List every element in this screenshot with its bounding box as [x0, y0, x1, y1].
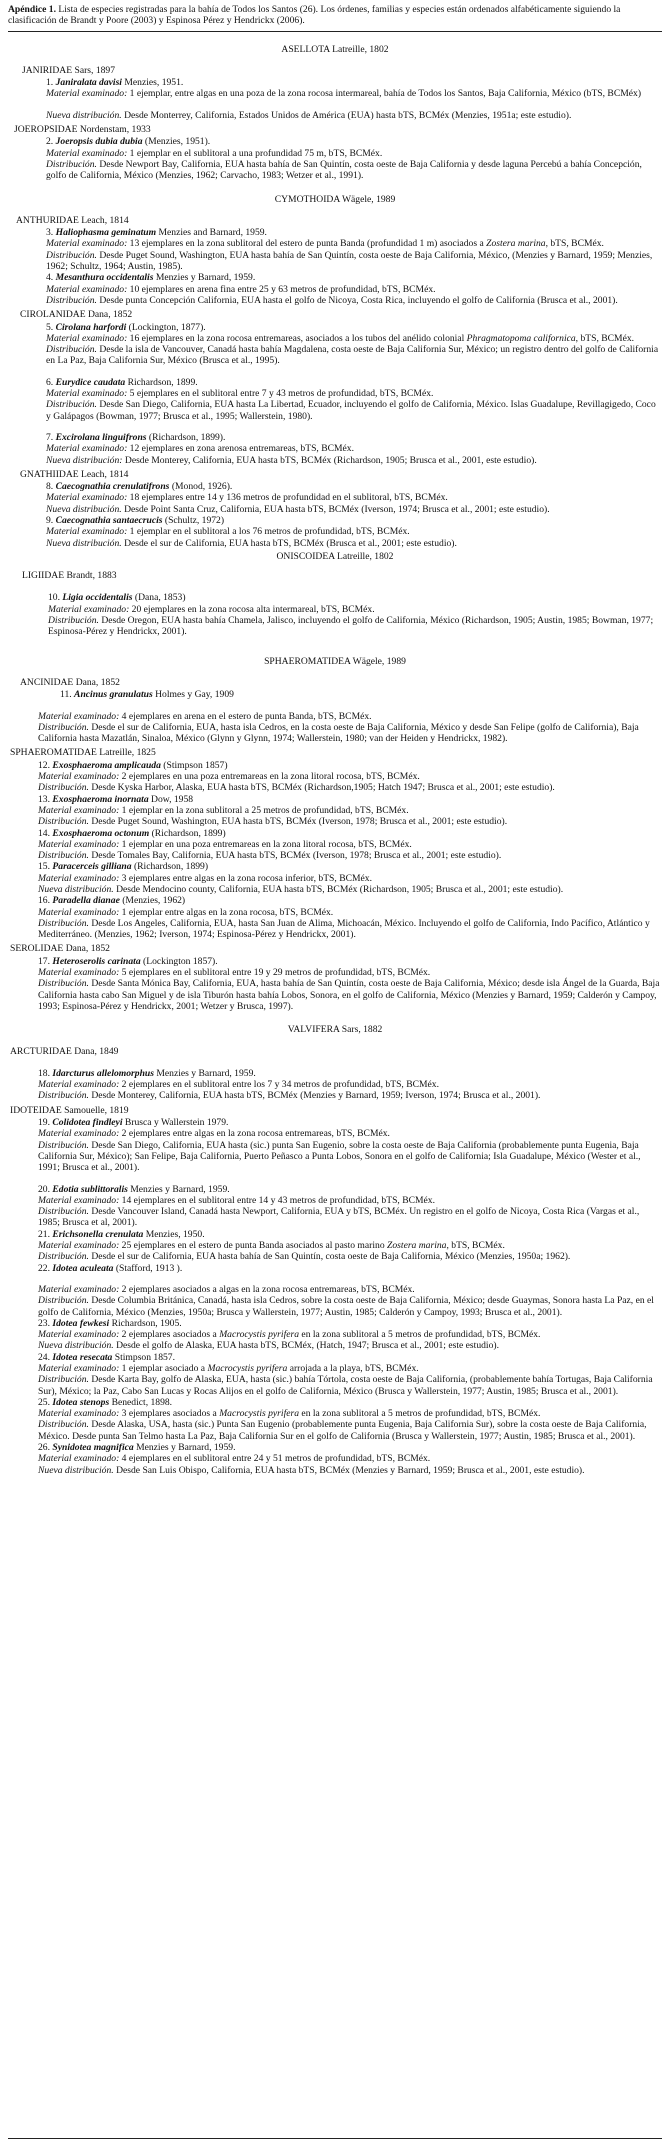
species-name: Caecognathia santaecrucis: [55, 514, 163, 526]
species-name: Erichsonella crenulata: [52, 1228, 144, 1240]
species-entry: 24. Idotea resecata Stimpson 1857. Material examinado: 1 ejemplar asociado a Macrocystis pyrifera arrojada a la playa, bTS, BCMéx. Distribución. Desde Karta Bay, golfo de Alaska, EUA, hasta (sic.) bahía Tórtola, costa oeste de Baja California, (probablemente bahía Tortugas, Baja California Sur), México; la Paz, Cabo San Lucas y Rocas Alijos en el golfo de California, México (Brusca y Wallerstein, 1977; Austin, 1985; Brusca et al., 2001).: [38, 1351, 653, 1397]
species-name: Exosphaeroma inornata: [52, 793, 149, 805]
species-name: Joeropsis dubia dubia: [55, 136, 143, 148]
species-name: Paradella dianae: [52, 895, 120, 907]
order-heading: ONISCOIDEA Latreille, 1802: [276, 550, 394, 562]
species-name: Colidotea findleyi: [52, 1117, 123, 1129]
order-heading: SPHAEROMATIDEA Wägele, 1989: [264, 655, 406, 667]
species-entry: 3. Haliophasma geminatum Menzies and Barnard, 1959. Material examinado: 13 ejemplares en la zona sublitoral del estero de punta Banda (profundidad 1 m) asociados a Zostera marina, bTS, BCMéx. Distribución. Desde Puget Sound, Washington, EUA hasta bahía de San Quintín, costa oeste de Baja California, México, (Menzies y Barnard, 1959; Menzies, 1962; Schultz, 1964; Austin, 1985).: [46, 227, 653, 273]
family-heading: GNATHIIDAE Leach, 1814: [20, 468, 129, 480]
species-name: Janiralata davisi: [55, 77, 122, 89]
species-name: Mesanthura occidentalis: [55, 272, 154, 284]
species-entry: 7. Excirolana linguifrons (Richardson, 1899). Material examinado: 12 ejemplares en zona arenosa entremareas, bTS, BCMéx. Nueva distribución: Desde Monterey, California, EUA hasta bTS, BCMéx (Richardson, 1905; Brusca et al., 2001, este estudio).: [46, 431, 537, 466]
family-heading: SPHAEROMATIDAE Latreille, 1825: [10, 747, 156, 759]
species-entry: 19. Colidotea findleyi Brusca y Wallerstein 1979. Material examinado: 2 ejemplares entre algas en la zona rocosa entremareas, bTS, BCMéx. Distribución. Desde San Diego, California, EUA hasta (sic.) punta San Eugenio, sobre la costa oeste de Baja California (probablemente punta Eugenia, Baja California Sur, México); San Felipe, Baja California, Puerto Peñasco a Punta Lobos, Sonora en el golfo de California; Isla Guadalupe, México (Wester et al., 1991; Brusca et al., 2001).: [38, 1117, 641, 1174]
species-entry: 14. Exosphaeroma octonum (Richardson, 1899) Material examinado: 1 ejemplar en una poza entremareas en la zona litoral rocosa, bTS, BCMéx. Distribución. Desde Tomales Bay, California, EUA hasta bTS, BCMéx (Iverson, 1978; Brusca et al., 2001; este estudio).: [38, 827, 502, 862]
species-name: Ligia occidentalis: [62, 592, 133, 604]
caption-text: Lista de especies registradas para la bahía de Todos los Santos (26). Los órdenes, familias y especies están ordenados alfabéticamente siguiendo la clasificación de Brandt y Poore (2003) y Espinosa Pérez y Hendrickx (2006).: [8, 4, 621, 27]
caption-title: Apéndice 1.: [8, 4, 56, 15]
family-heading: JANIRIDAE Sars, 1897: [22, 64, 116, 76]
species-name: Ancinus granulatus: [74, 689, 153, 701]
family-heading: ANCINIDAE Dana, 1852: [20, 676, 120, 688]
family-heading: IDOTEIDAE Samouelle, 1819: [10, 1104, 129, 1116]
species-entry: 23. Idotea fewkesi Richardson, 1905. Material examinado: 2 ejemplares asociados a Macrocystis pyrifera en la zona sublitoral a 5 metros de profundidad, bTS, BCMéx. Nueva distribución. Desde el golfo de Alaska, EUA hasta bTS, BCMéx, (Hatch, 1947; Brusca et al., 2001; este estudio).: [38, 1317, 541, 1352]
species-entry: 2. Joeropsis dubia dubia (Menzies, 1951). Material examinado: 1 ejemplar en el sublitoral a una profundidad 75 m, bTS, BCMéx. Distribución. Desde Newport Bay, California, EUA hasta bahía de San Quintín, costa oeste de Baja California y desde laguna Percebú a bahía Concepción, golfo de California, México (Menzies, 1962; Carvacho, 1983; Wetzer et al., 1991).: [46, 136, 642, 182]
species-entry: 15. Paracerceis gilliana (Richardson, 1899) Material examinado: 3 ejemplares entre algas en la zona rocosa inferior, bTS, BCMéx. Nueva distribución. Desde Mendocino county, California, EUA hasta bTS, BCMéx (Richardson, 1905; Brusca et al., 2001; este estudio).: [38, 861, 564, 895]
species-name: Excirolana linguifrons: [55, 431, 147, 443]
species-name: Edotia sublittoralis: [52, 1183, 128, 1195]
species-name: Idotea stenops: [52, 1396, 110, 1408]
order-heading: ASELLOTA Latreille, 1802: [281, 43, 389, 55]
species-name: Paracerceis gilliana: [52, 861, 132, 873]
species-name: Haliophasma geminatum: [55, 227, 157, 239]
species-entry: 5. Cirolana harfordi (Lockington, 1877). Material examinado: 16 ejemplares en la zona rocosa entremareas, asociados a los tubos del anélido colonial Phragmatopoma californica, bTS, BCMéx. Distribución. Desde la isla de Vancouver, Canadá hasta bahía Magdalena, costa oeste de Baja California Sur, México; un registro dentro del golfo de California en La Paz, Baja California Sur, México (Brusca et al., 1995).: [46, 321, 659, 367]
species-entry: 4. Mesanthura occidentalis Menzies y Barnard, 1959. Material examinado: 10 ejemplares en arena fina entre 25 y 63 metros de profundidad, bTS, BCMéx. Distribución. Desde punta Concepción California, EUA hasta el golfo de Nicoya, Costa Rica, incluyendo el golfo de California (Brusca et al., 2001).: [46, 272, 618, 306]
species-entry: 21. Erichsonella crenulata Menzies, 1950. Material examinado: 25 ejemplares en el estero de punta Banda asociados al pasto marino Zostera marina, bTS, BCMéx. Distribución. Desde el sur de California, EUA hasta bahía de San Quintín, costa oeste de Baja California, México (Menzies, 1950a; 1962).: [38, 1228, 571, 1263]
order-heading: VALVIFERA Sars, 1882: [287, 1024, 383, 1036]
bottom-rule: [8, 2138, 662, 2139]
species-entry: 26. Synidotea magnifica Menzies y Barnard, 1959. Material examinado: 4 ejemplares en el sublitoral entre 24 y 51 metros de profundidad, bTS, BCMéx. Nueva distribución. Desde San Luis Obispo, California, EUA hasta bTS, BCMéx (Menzies y Barnard, 1959; Brusca et al., 2001, este estudio).: [38, 1442, 585, 1476]
species-entry: 6. Eurydice caudata Richardson, 1899. Material examinado: 5 ejemplares en el sublitoral entre 7 y 43 metros de profundidad, bTS, BCMéx. Distribución. Desde San Diego, California, EUA hasta La Libertad, Ecuador, incluyendo el golfo de California, México. Islas Guadalupe, Revillagigedo, Coco y Galápagos (Bowman, 1977; Brusca et al., 1995; Wallerstein, 1980).: [46, 376, 656, 422]
family-heading: ANTHURIDAE Leach, 1814: [16, 214, 129, 226]
species-name: Idotea resecata: [52, 1351, 113, 1363]
family-heading: ARCTURIDAE Dana, 1849: [10, 1045, 119, 1057]
species-entry: 13. Exosphaeroma inornata Dow, 1958 Material examinado: 1 ejemplar en la zona sublitoral a 25 metros de profundidad, bTS, BCMéx. Distribución. Desde Puget Sound, Washington, EUA hasta bTS, BCMéx (Iverson, 1978; Brusca et al., 2001; este estudio).: [38, 793, 508, 828]
species-name: Heteroserolis carinata: [52, 955, 141, 967]
species-name: Eurydice caudata: [55, 376, 126, 388]
species-name: Idarcturus allelomorphus: [52, 1067, 154, 1079]
species-name: Synidotea magnifica: [52, 1442, 134, 1454]
species-entry: 1. Janiralata davisi Menzies, 1951. Material examinado: 1 ejemplar, entre algas en una poza de la zona rocosa intermareal, bahía de Todos los Santos, Baja California, México (bTS, BCMéx) Nueva distribución. Desde Monterrey, California, Estados Unidos de América (EUA) hasta bTS, BCMéx (Menzies, 1951a; este estudio).: [46, 77, 642, 121]
species-name: Idotea aculeata: [52, 1262, 114, 1274]
family-heading: LIGIIDAE Brandt, 1883: [22, 570, 117, 582]
species-name: Caecognathia crenulatifrons: [55, 481, 170, 493]
species-name: Idotea fewkesi: [52, 1317, 110, 1329]
family-heading: SEROLIDAE Dana, 1852: [10, 943, 110, 955]
order-heading: CYMOTHOIDA Wägele, 1989: [274, 193, 396, 205]
family-heading: CIROLANIDAE Dana, 1852: [20, 309, 133, 321]
species-entry: 12. Exosphaeroma amplicauda (Stimpson 1857) Material examinado: 2 ejemplares en una poza entremareas en la zona litoral rocosa, bTS, BCMéx. Distribución. Desde Kyska Harbor, Alaska, EUA hasta bTS, BCMéx (Richardson,1905; Hatch 1947; Brusca et al., 2001; este estudio).: [38, 759, 555, 794]
species-entry: 25. Idotea stenops Benedict, 1898. Material examinado: 3 ejemplares asociados a Macrocystis pyrifera en la zona sublitoral a 5 metros de profundidad, bTS, BCMéx. Distribución. Desde Alaska, USA, hasta (sic.) Punta San Eugenio (probablemente punta Eugenia, Baja California Sur), sobre la costa oeste de Baja California, México. Desde punta San Telmo hasta La Paz, Baja California Sur en el golfo de California (Brusca y Wallerstein, 1977; Austin, 1985; Brusca et al., 2001).: [38, 1396, 647, 1442]
species-entry: 20. Edotia sublittoralis Menzies y Barnard, 1959. Material examinado: 14 ejemplares en el sublitoral entre 14 y 43 metros de profundidad, bTS, BCMéx. Distribución. Desde Vancouver Island, Canadá hasta Newport, California, EUA y bTS, BCMéx. Un registro en el golfo de Nicoya, Costa Rica (Vargas et al., 1985; Brusca et al, 2001).: [38, 1183, 640, 1229]
species-entry: 10. Ligia occidentalis (Dana, 1853) Material examinado: 20 ejemplares en la zona rocosa alta intermareal, bTS, BCMéx. Distribución. Desde Oregon, EUA hasta bahía Chamela, Jalisco, incluyendo el golfo de California, México (Richardson, 1905; Austin, 1985; Bowman, 1977; Espinosa-Pérez y Hendrickx, 2001).: [48, 592, 654, 638]
species-name: Exosphaeroma amplicauda: [52, 759, 161, 771]
family-heading: JOEROPSIDAE Nordenstam, 1933: [14, 124, 151, 136]
appendix-caption: [8, 4, 662, 27]
species-entry: 8. Caecognathia crenulatifrons (Monod, 1926). Material examinado: 18 ejemplares entre 14 y 136 metros de profundidad en el sublitoral, bTS, BCMéx. Nueva distribución. Desde Point Santa Cruz, California, EUA hasta bTS, BCMéx (Iverson, 1974; Brusca et al., 2001; este estudio).: [46, 481, 550, 515]
species-entry: 9. Caecognathia santaecrucis (Schultz, 1972) Material examinado: 1 ejemplar en el sublitoral a los 76 metros de profundidad, bTS, BCMéx. Nueva distribución. Desde el sur de California, EUA hasta bTS, BCMéx (Brusca et al., 2001; este estudio).: [46, 514, 457, 549]
species-entry: 11. Ancinus granulatus Holmes y Gay, 1909 Material examinado: 4 ejemplares en arena en el estero de punta Banda, bTS, BCMéx. Distribución. Desde el sur de California, EUA, hasta isla Cedros, en la costa oeste de Baja California, México y desde San Felipe (golfo de California), Baja California hasta Mazatlán, Sinaloa, México (Glynn y Glynn, 1974; Wallerstein, 1980; van der Heiden y Hendrickx, 1982).: [38, 689, 639, 745]
species-entry: 16. Paradella dianae (Menzies, 1962) Material examinado: 1 ejemplar entre algas en la zona rocosa, bTS, BCMéx. Distribución. Desde Los Angeles, California, EUA, hasta San Juan de Alima, Michoacán, México. Incluyendo el golfo de California, Indo Pacífico, Atlántico y Mediterráneo. (Menzies, 1962; Iverson, 1974; Espinosa-Pérez y Hendrickx, 2001).: [38, 895, 650, 941]
species-name: Exosphaeroma octonum: [52, 827, 150, 839]
species-entry: 17. Heteroserolis carinata (Lockington 1857). Material examinado: 5 ejemplares en el sublitoral entre 19 y 29 metros de profundidad, bTS, BCMéx. Distribución. Desde Santa Mónica Bay, California, EUA, hasta bahía de San Quintín, costa oeste de Baja California, México; desde isla Ángel de la Guarda, Baja California hasta cabo San Miguel y de isla Tiburón hasta bahía Lobos, Sonora, en el golfo de California, México (Menzies y Barnard, 1959; Calderón y Campoy, 1993; Espinosa-Pérez y Hendrickx, 2001; Wetzer y Brusca, 1997).: [38, 955, 660, 1012]
species-entry: 18. Idarcturus allelomorphus Menzies y Barnard, 1959. Material examinado: 2 ejemplares en el sublitoral entre los 7 y 34 metros de profundidad, bTS, BCMéx. Distribución. Desde Monterey, California, EUA hasta bTS, BCMéx (Menzies y Barnard, 1959; Iverson, 1974; Brusca et al., 2001).: [38, 1067, 541, 1102]
species-name: Cirolana harfordi: [55, 321, 127, 333]
species-entry: 22. Idotea aculeata (Stafford, 1913 ). Material examinado: 2 ejemplares asociados a algas en la zona rocosa entremareas, bTS, BCMéx. Distribución. Desde Columbia Británica, Canadá, hasta isla Cedros, sobre la costa oeste de Baja California, México; desde Guaymas, Sonora hasta La Paz, en el golfo de California, México (Menzies, 1950a; Brusca y Wallerstein, 1977; Austin, 1985; Calderón y Campoy, 1993; Brusca et al., 2001).: [38, 1262, 654, 1318]
top-rule: [8, 31, 662, 32]
